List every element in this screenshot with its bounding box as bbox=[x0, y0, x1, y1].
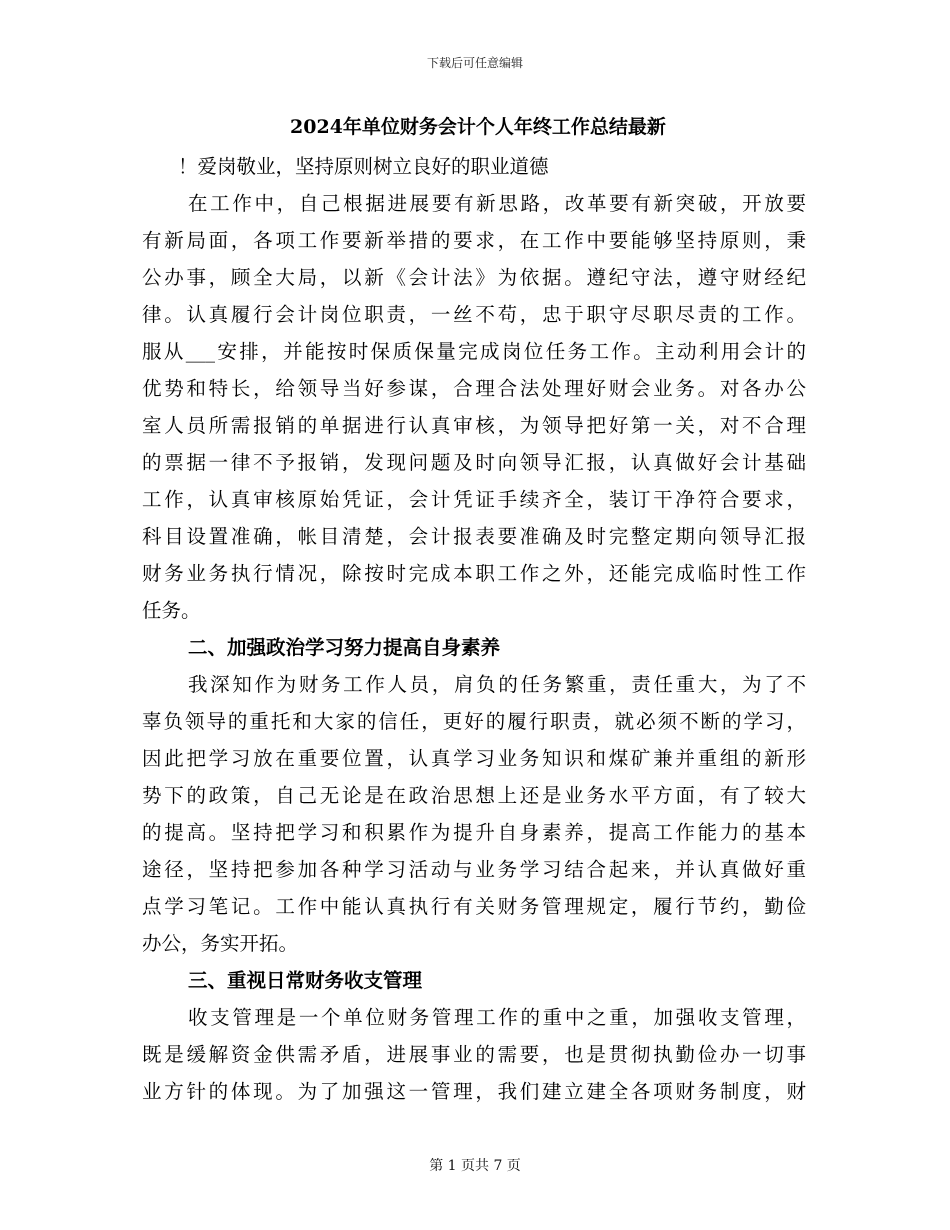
paragraph-line: 势下的政策，自己无论是在政治思想上还是业务水平方面，有了较大 bbox=[142, 784, 806, 807]
page-footer: 第 1 页共 7 页 bbox=[429, 1158, 521, 1174]
paragraph-line: 室人员所需报销的单据进行认真审核，为领导把好第一关，对不合理 bbox=[142, 414, 806, 437]
header-note: 下载后可任意编辑 bbox=[426, 56, 523, 70]
document-body bbox=[142, 112, 806, 1110]
paragraph-line: 收支管理是一个单位财务管理工作的重中之重，加强收支管理， bbox=[188, 1006, 806, 1029]
paragraph-line: 工作，认真审核原始凭证，会计凭证手续齐全，装订干净符合要求， bbox=[142, 488, 806, 511]
paragraph-line: 既是缓解资金供需矛盾，进展事业的需要，也是贯彻执勤俭办一切事 bbox=[142, 1043, 806, 1066]
section2-heading: 二、加强政治学习努力提高自身素养 bbox=[188, 636, 501, 659]
document-title: 2024年单位财务会计个人年终工作总结最新 bbox=[290, 116, 666, 138]
paragraph-line: 的票据一律不予报销，发现问题及时向领导汇报，认真做好会计基础 bbox=[142, 451, 806, 474]
paragraph-line: 办公，务实开拓。 bbox=[142, 932, 299, 955]
paragraph-line: 有新局面，各项工作要新举措的要求，在工作中要能够坚持原则，秉 bbox=[142, 229, 806, 252]
paragraph-line: 公办事，顾全大局，以新《会计法》为依据。遵纪守法，遵守财经纪 bbox=[142, 266, 806, 289]
paragraph-line: 业方针的体现。为了加强这一管理，我们建立建全各项财务制度，财 bbox=[142, 1080, 806, 1103]
paragraph-line: 服从___安排，并能按时保质保量完成岗位任务工作。主动利用会计的 bbox=[142, 340, 806, 363]
paragraph-line: 优势和特长，给领导当好参谋，合理合法处理好财会业务。对各办公 bbox=[142, 377, 806, 400]
paragraph-line: 在工作中，自己根据进展要有新思路，改革要有新突破，开放要 bbox=[188, 192, 806, 215]
paragraph-line: 辜负领导的重托和大家的信任，更好的履行职责，就必须不断的学习， bbox=[142, 710, 806, 733]
paragraph-line: 我深知作为财务工作人员，肩负的任务繁重，责任重大，为了不 bbox=[188, 673, 806, 696]
paragraph-line: 点学习笔记。工作中能认真执行有关财务管理规定，履行节约，勤俭 bbox=[142, 895, 806, 918]
paragraph-line: 任务。 bbox=[142, 599, 201, 622]
paragraph-line: 途径，坚持把参加各种学习活动与业务学习结合起来，并认真做好重 bbox=[142, 858, 806, 881]
paragraph-line: 因此把学习放在重要位置，认真学习业务知识和煤矿兼并重组的新形 bbox=[142, 747, 806, 770]
paragraph-line: 财务业务执行情况，除按时完成本职工作之外，还能完成临时性工作 bbox=[142, 562, 806, 585]
paragraph-line: 律。认真履行会计岗位职责，一丝不苟，忠于职守尽职尽责的工作。 bbox=[142, 303, 806, 326]
paragraph-line: 的提高。坚持把学习和积累作为提升自身素养，提高工作能力的基本 bbox=[142, 821, 806, 844]
section3-heading: 三、重视日常财务收支管理 bbox=[188, 969, 423, 992]
section1-heading: ！爱岗敬业，坚持原则树立良好的职业道德 bbox=[178, 155, 549, 178]
paragraph-line: 科目设置准确，帐目清楚，会计报表要准确及时完整定期向领导汇报 bbox=[142, 525, 806, 548]
